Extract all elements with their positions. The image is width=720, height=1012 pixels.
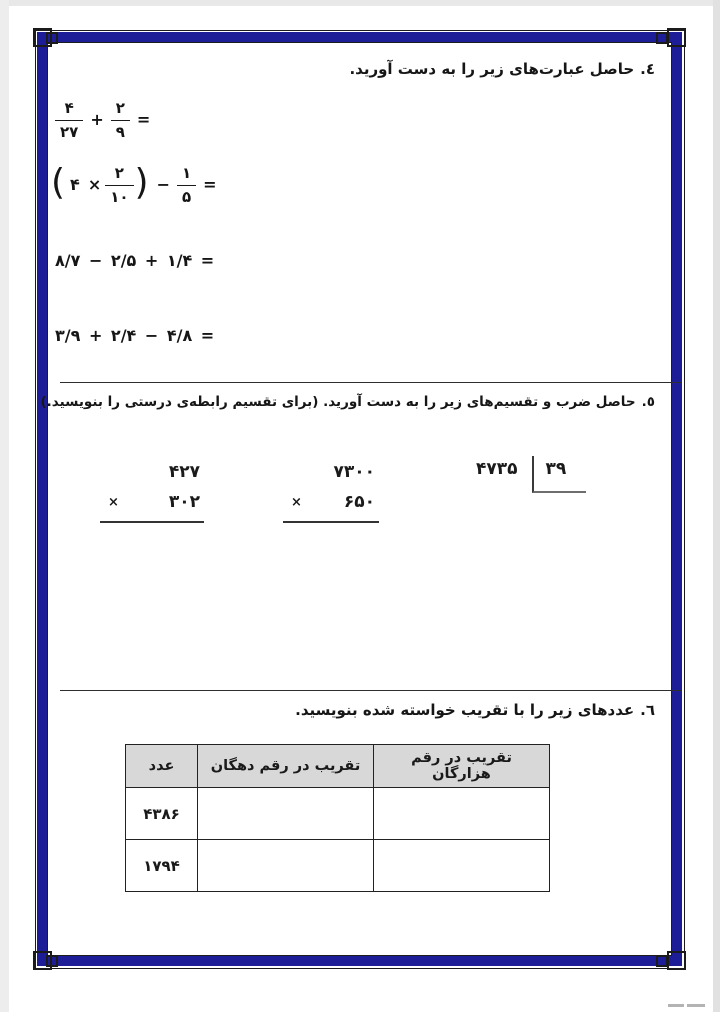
scan-edge-top bbox=[0, 0, 720, 6]
numerator: ۴ bbox=[64, 99, 74, 117]
header-number: عدد bbox=[126, 745, 198, 788]
multiplication-problem-1 bbox=[283, 462, 379, 523]
section-separator-1 bbox=[60, 382, 682, 383]
denominator: ۹ bbox=[111, 120, 130, 142]
numerator: ۱ bbox=[181, 164, 192, 182]
close-paren: ) bbox=[134, 162, 149, 204]
question-6-number: ٦. bbox=[640, 701, 655, 719]
question-4-heading bbox=[349, 60, 655, 78]
multiply-icon: × bbox=[108, 494, 119, 510]
multiplication-problem-2 bbox=[100, 462, 204, 523]
multiplier: ۶۵۰ bbox=[343, 492, 375, 512]
times-sign: × bbox=[87, 175, 102, 195]
fraction bbox=[55, 99, 83, 142]
question-5-number: ٥. bbox=[641, 394, 655, 410]
header-tens: تقریب در رقم دهگان bbox=[198, 745, 374, 788]
header-thousands: تقریب در رقم هزارگان bbox=[374, 745, 550, 788]
answer-cell-tens bbox=[198, 840, 374, 892]
denominator: ۵ bbox=[177, 185, 196, 207]
multiply-icon: × bbox=[291, 494, 302, 510]
minus-sign: − bbox=[156, 175, 170, 195]
open-paren: ( bbox=[51, 162, 66, 204]
equals-sign: = bbox=[136, 110, 151, 130]
fraction-expression-1 bbox=[55, 99, 157, 142]
question-5-heading bbox=[40, 394, 655, 410]
numerator: ۲ bbox=[115, 99, 125, 117]
table-row bbox=[126, 840, 550, 892]
decimal-expression-1: ۸/۷ − ۲/۵ + ۱/۴ = bbox=[55, 251, 215, 270]
factor: ۴ bbox=[70, 175, 80, 195]
denominator: ۱۰ bbox=[105, 185, 133, 207]
number-cell: ۱۷۹۴ bbox=[126, 840, 198, 892]
table-row bbox=[126, 788, 550, 840]
multiplicand: ۴۲۷ bbox=[168, 462, 200, 482]
corner-ornament-tr-big bbox=[667, 28, 686, 47]
number-cell: ۴۳۸۶ bbox=[126, 788, 198, 840]
question-6-title: عددهای زیر را با تقریب خواسته شده بنویسید. bbox=[295, 701, 635, 719]
question-4-number: ٤. bbox=[640, 60, 655, 78]
corner-ornament-br-big bbox=[667, 951, 686, 970]
question-6-heading bbox=[295, 701, 655, 719]
plus-sign: + bbox=[90, 110, 104, 130]
answer-cell-thousands bbox=[374, 788, 550, 840]
scan-edge-left bbox=[0, 0, 9, 1012]
question-5-title: حاصل ضرب و تقسیم‌های زیر را به دست آورید. (برای تقسیم رابطه‌ی درستی را بنویسید.) bbox=[40, 394, 636, 410]
corner-ornament-tl-small bbox=[46, 32, 58, 44]
rounding-table bbox=[125, 744, 550, 892]
fraction bbox=[111, 99, 130, 142]
numerator: ۲ bbox=[114, 164, 124, 182]
section-separator-2 bbox=[60, 690, 682, 691]
denominator: ۲۷ bbox=[55, 120, 83, 142]
decimal-expression-2: ۳/۹ + ۲/۴ − ۴/۸ = bbox=[55, 326, 215, 345]
scan-edge-right bbox=[713, 0, 720, 1012]
product-line bbox=[283, 521, 379, 523]
answer-cell-tens bbox=[198, 788, 374, 840]
table-header-row bbox=[126, 745, 550, 788]
multiplicand: ۷۳۰۰ bbox=[333, 462, 375, 482]
corner-ornament-bl-small bbox=[46, 955, 58, 967]
fraction-expression-2 bbox=[50, 164, 224, 207]
corner-ornament-tr-small bbox=[656, 32, 668, 44]
corner-ornament-br-small bbox=[656, 955, 668, 967]
equals-sign: = bbox=[203, 175, 217, 195]
multiplier: ۳۰۲ bbox=[168, 492, 200, 512]
fraction bbox=[177, 164, 196, 207]
answer-cell-thousands bbox=[374, 840, 550, 892]
dividend: ۴۷۳۵ bbox=[476, 459, 518, 479]
question-4-title: حاصل عبارت‌های زیر را به دست آورید. bbox=[349, 60, 635, 78]
product-line bbox=[100, 521, 204, 523]
fraction bbox=[105, 164, 133, 207]
long-division-problem bbox=[476, 456, 586, 493]
divisor: ۳۹ bbox=[532, 456, 587, 493]
footer-watermark bbox=[668, 1004, 705, 1007]
